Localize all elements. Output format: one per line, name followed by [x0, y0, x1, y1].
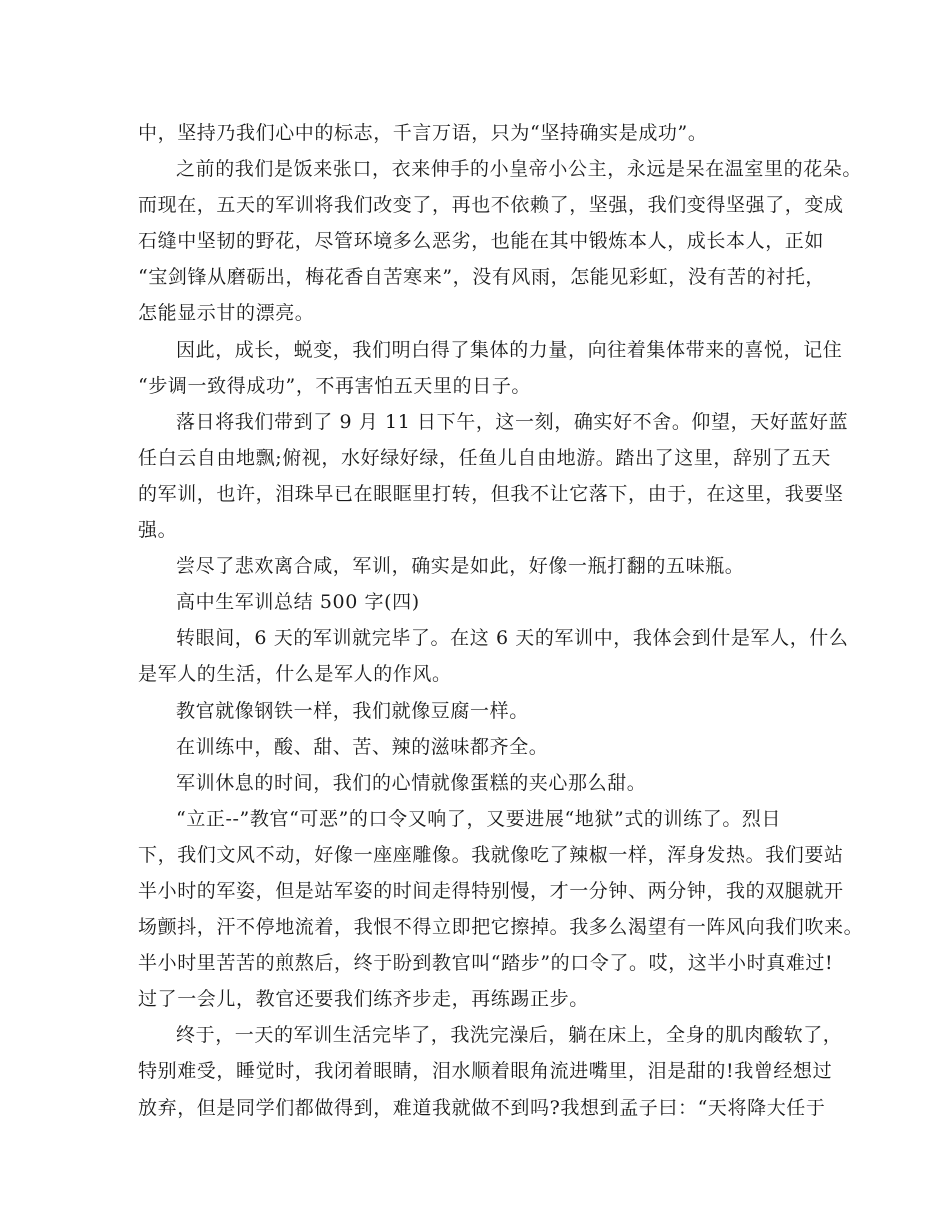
text-line: 半小时的军姿，但是站军姿的时间走得特别慢，才一分钟、两分钟，我的双腿就开 — [138, 879, 844, 902]
text-line: 强。 — [138, 519, 178, 542]
text-line: 石缝中坚韧的野花，尽管环境多么恶劣，也能在其中锻炼本人，成长本人，正如 — [138, 230, 825, 253]
text-line: 军训休息的时间，我们的心情就像蛋糕的夹心那么甜。 — [176, 771, 647, 794]
text-line: 下，我们文风不动，好像一座座雕像。我就像吃了辣椒一样，浑身发热。我们要站 — [138, 843, 844, 866]
text-line: 教官就像钢铁一样，我们就像豆腐一样。 — [176, 699, 529, 722]
text-line: 之前的我们是饭来张口，衣来伸手的小皇帝小公主，永远是呆在温室里的花朵。 — [176, 158, 863, 181]
text-line: 尝尽了悲欢离合咸，军训，确实是如此，好像一瓶打翻的五味瓶。 — [176, 555, 745, 578]
text-line: 怎能显示甘的漂亮。 — [138, 302, 315, 325]
text-line: 是军人的生活，什么是军人的作风。 — [138, 663, 452, 686]
text-line: 终于，一天的军训生活完毕了，我洗完澡后，躺在床上，全身的肌肉酸软了， — [176, 1024, 843, 1047]
text-line: 高中生军训总结 500 字(四) — [176, 591, 420, 614]
text-line: 半小时里苦苦的煎熬后，终于盼到教官叫“踏步”的口令了。哎，这半小时真难过! — [138, 952, 834, 975]
text-line: 过了一会儿，教官还要我们练齐步走，再练踢正步。 — [138, 988, 589, 1011]
document-body — [138, 115, 864, 1126]
text-line: 而现在，五天的军训将我们改变了，再也不依赖了，坚强，我们变得坚强了，变成 — [138, 194, 844, 217]
text-line: “步调一致得成功”，不再害怕五天里的日子。 — [138, 374, 532, 397]
text-line: 场颤抖，汗不停地流着，我恨不得立即把它擦掉。我多么渴望有一阵风向我们吹来。 — [138, 916, 864, 939]
text-line: 放弃，但是同学们都做得到，难道我就做不到吗?我想到孟子曰：“天将降大任于 — [138, 1096, 826, 1119]
text-line: 中，坚持乃我们心中的标志，千言万语，只为“坚持确实是成功”。 — [138, 122, 708, 144]
text-line: 在训练中，酸、甜、苦、辣的滋味都齐全。 — [176, 735, 549, 758]
text-line: 转眼间，6 天的军训就完毕了。在这 6 天的军训中，我体会到什是军人，什么 — [176, 627, 849, 650]
text-line: 特别难受，睡觉时，我闭着眼睛，泪水顺着眼角流进嘴里，泪是甜的!我曾经想过 — [138, 1060, 833, 1083]
text-line: 因此，成长，蜕变，我们明白得了集体的力量，向往着集体带来的喜悦，记住 — [176, 338, 843, 361]
text-line: 落日将我们带到了 9 月 11 日下午，这一刻，确实好不舍。仰望，天好蓝好蓝 — [176, 410, 849, 433]
text-line: 的军训，也许，泪珠早已在眼眶里打转，但我不让它落下，由于，在这里，我要坚 — [138, 482, 844, 505]
text-line: “立正--”教官“可恶”的口令又响了，又要进展“地狱”式的训练了。烈日 — [176, 807, 782, 830]
text-line: “宝剑锋从磨砺出，梅花香自苦寒来”，没有风雨，怎能见彩虹，没有苦的衬托， — [138, 266, 826, 289]
text-line: 任白云自由地飘;俯视，水好绿好绿，任鱼儿自由地游。踏出了这里，辞别了五天 — [138, 446, 832, 469]
